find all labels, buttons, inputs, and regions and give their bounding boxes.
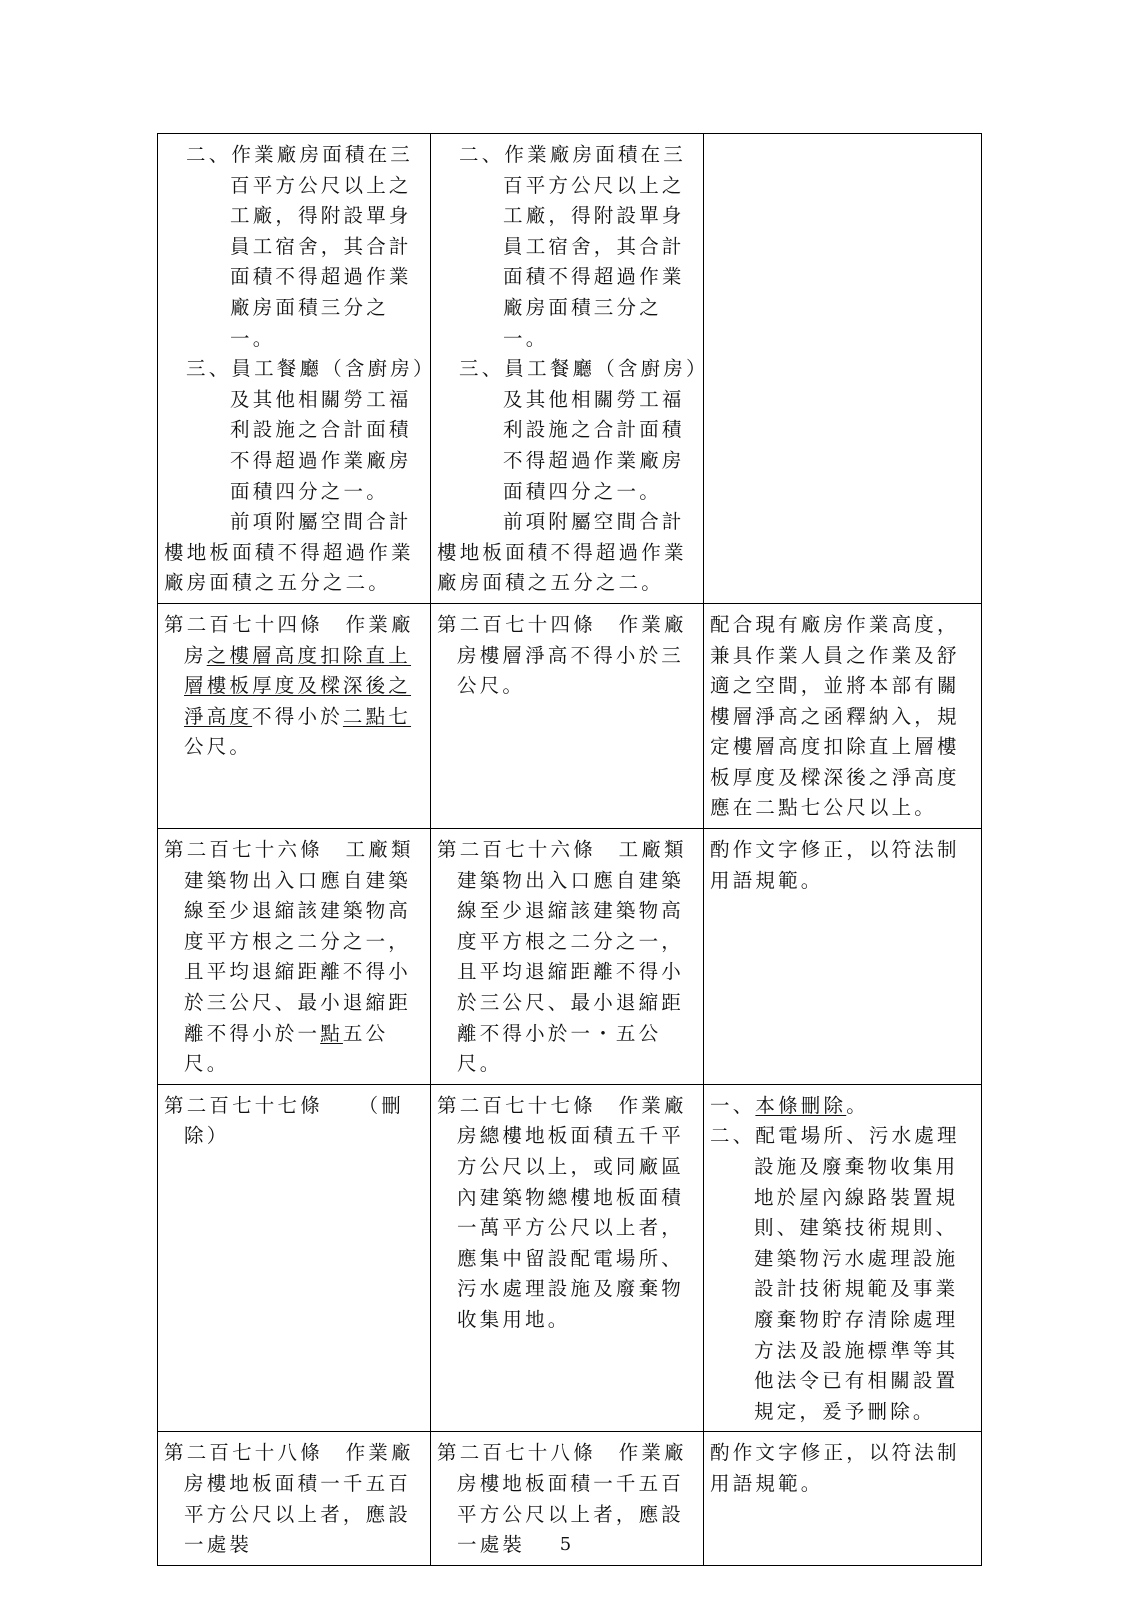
- page-number: 5: [559, 1534, 572, 1555]
- explanation-cell: [704, 603, 982, 828]
- table-row: [158, 603, 982, 828]
- current-text-cell: [431, 134, 704, 604]
- underlined-amendment: 二點七: [342, 704, 412, 728]
- list-item: 二、作業廠房面積在三百平方公尺以上之工廠，得附設單身員工宿舍，其合計面積不得超過作業廠房面積三分之一。: [459, 143, 687, 350]
- article-text: 第二百七十四條 作業廠房之樓層高度扣除直上層樓板厚度及樑深後之淨高度不得小於二點七公尺。: [164, 612, 414, 759]
- article-text: 第二百七十六條 工廠類建築物出入口應自建築線至少退縮該建築物高度平方根之二分之一，且平均退縮距離不得小於三公尺、最小退縮距離不得小於一點五公尺。: [164, 838, 414, 1076]
- table-row: [158, 134, 982, 604]
- table-row: [158, 1084, 982, 1432]
- list-item: 三、員工餐廳（含廚房）及其他相關勞工福利設施之合計面積不得超過作業廠房面積四分之一。: [186, 357, 426, 503]
- article-text: 第二百七十六條 工廠類建築物出入口應自建築線至少退縮該建築物高度平方根之二分之一，且平均退縮距離不得小於三公尺、最小退縮距離不得小於一・五公尺。: [437, 838, 687, 1076]
- underlined-amendment: 本條刪除: [755, 1093, 847, 1117]
- article-text: 第二百七十七條 （刪除）: [164, 1093, 404, 1148]
- amended-text-cell: [158, 603, 431, 828]
- article-text: 第二百七十八條 作業廠房樓地板面積一千五百平方公尺以上者，應設一處裝: [164, 1441, 414, 1557]
- current-text-cell: [431, 829, 704, 1085]
- explanation-text: 配合現有廠房作業高度，兼具作業人員之作業及舒適之空間，並將本部有關樓層淨高之函釋納入，規定樓層高度扣除直上層樓板厚度及樑深後之淨高度應在二點七公尺以上。: [710, 612, 960, 820]
- explanation-cell: [704, 1084, 982, 1432]
- underlined-amendment: 點: [320, 1021, 343, 1045]
- amended-text-cell: [158, 1084, 431, 1432]
- table-row: [158, 829, 982, 1085]
- amended-text-cell: [158, 134, 431, 604]
- article-text: 第二百七十四條 作業廠房樓層淨高不得小於三公尺。: [437, 612, 687, 698]
- list-item: 三、員工餐廳（含廚房）及其他相關勞工福利設施之合計面積不得超過作業廠房面積四分之一。: [459, 357, 699, 503]
- list-item: 二、作業廠房面積在三百平方公尺以上之工廠，得附設單身員工宿舍，其合計面積不得超過作業廠房面積三分之一。: [186, 143, 414, 350]
- article-text: 第二百七十七條 作業廠房總樓地板面積五千平方公尺以上，或同廠區內建築物總樓地板面積一萬平方公尺以上者，應集中留設配電場所、污水處理設施及廢棄物收集用地。: [437, 1093, 687, 1331]
- paragraph: 前項附屬空間合計樓地板面積不得超過作業廠房面積之五分之二。: [437, 510, 687, 595]
- explanation-cell: [704, 829, 982, 1085]
- article-text: 第二百七十八條 作業廠房樓地板面積一千五百平方公尺以上者，應設一處裝: [437, 1441, 687, 1557]
- amended-text-cell: [158, 829, 431, 1085]
- list-item: 二、配電場所、污水處理設施及廢棄物收集用地於屋內線路裝置規則、建築技術規則、建築物污水處理設施設計技術規範及事業廢棄物貯存清除處理方法及設施標準等其他法令已有相關設置規定，爰予刪除。: [710, 1124, 960, 1423]
- current-text-cell: [431, 603, 704, 828]
- explanation-text: 酌作文字修正，以符法制用語規範。: [710, 838, 960, 892]
- comparison-table: [157, 133, 982, 1566]
- list-item: 一、本條刪除。: [710, 1093, 869, 1117]
- explanation-cell: [704, 134, 982, 604]
- underlined-amendment: 之樓層高度扣除直上層樓板厚度及樑深後之淨高度: [184, 643, 412, 728]
- paragraph: 前項附屬空間合計樓地板面積不得超過作業廠房面積之五分之二。: [164, 510, 414, 595]
- current-text-cell: [431, 1084, 704, 1432]
- explanation-text: 酌作文字修正，以符法制用語規範。: [710, 1441, 960, 1495]
